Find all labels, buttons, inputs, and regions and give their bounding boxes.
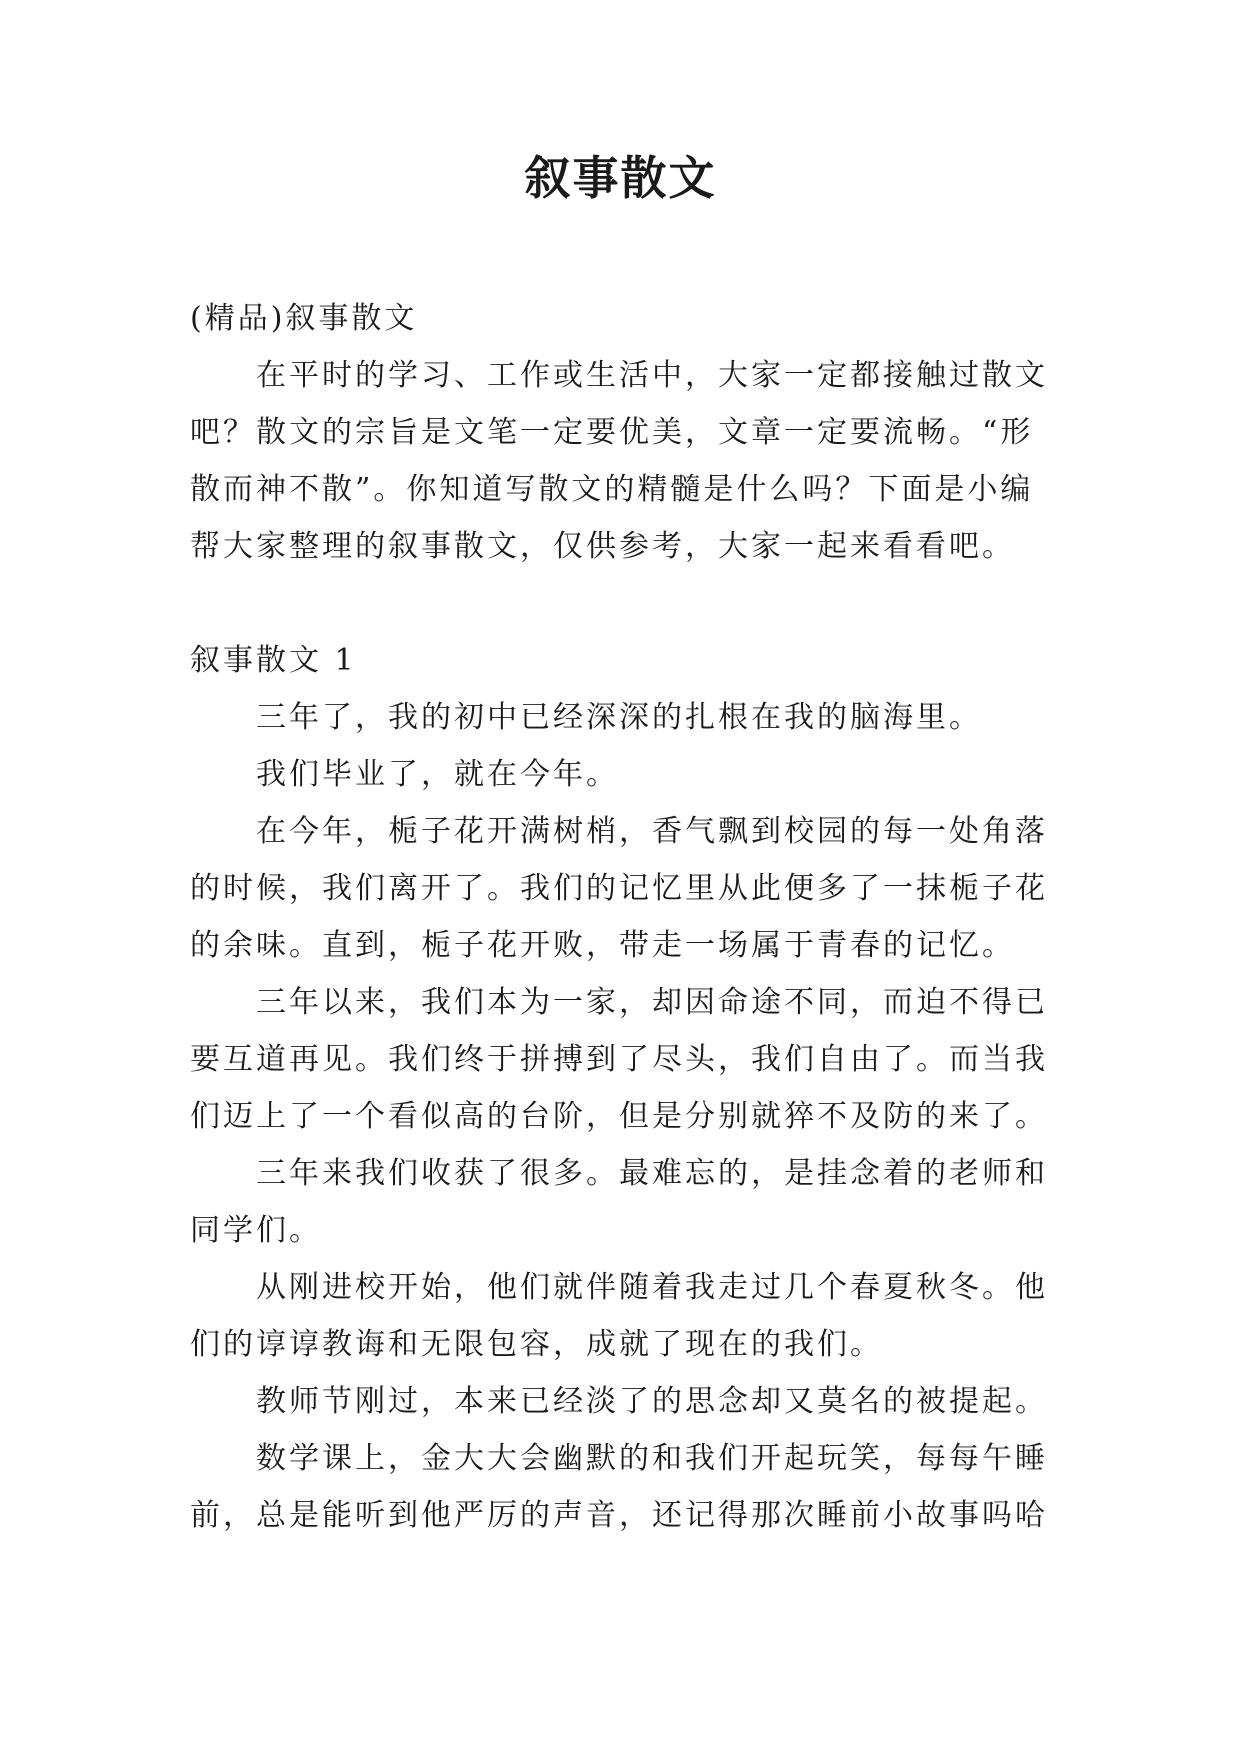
body-paragraph: 从刚进校开始，他们就伴随着我走过几个春夏秋冬。他们的谆谆教诲和无限包容，成就了现在的我们。 — [190, 1270, 1048, 1362]
body-paragraph: 教师节刚过，本来已经淡了的思念却又莫名的被提起。 — [256, 1384, 1048, 1419]
body-paragraph: 三年来我们收获了很多。最难忘的，是挂念着的老师和同学们。 — [190, 1156, 1048, 1248]
body-paragraph: 我们毕业了，就在今年。 — [256, 757, 619, 792]
body-paragraph: 三年以来，我们本为一家，却因命途不同，而迫不得已要互道再见。我们终于拼搏到了尽头，我们自由了。而当我们迈上了一个看似高的台阶，但是分别就猝不及防的来了。 — [190, 985, 1048, 1134]
intro-paragraph: 在平时的学习、工作或生活中，大家一定都接触过散文吧？散文的宗旨是文笔一定要优美，文章一定要流畅。“形散而神不散”。你知道写散文的精髓是什么吗？下面是小编帮大家整理的叙事散文，仅供参考，大家一起来看看吧。 — [190, 358, 1048, 564]
section-heading: 叙事散文 1 — [190, 643, 357, 678]
body-paragraph: 在今年，栀子花开满树梢，香气飘到校园的每一处角落的时候，我们离开了。我们的记忆里从此便多了一抹栀子花的余味。直到，栀子花开败，带走一场属于青春的记忆。 — [190, 814, 1048, 963]
body-paragraph: 数学课上，金大大会幽默的和我们开起玩笑，每每午睡前，总是能听到他严厉的声音，还记得那次睡前小故事吗哈 — [190, 1441, 1048, 1533]
document-body — [190, 290, 1060, 1544]
document-subtitle: (精品)叙事散文 — [190, 301, 418, 336]
document-title: 叙事散文 — [524, 151, 717, 205]
body-paragraph: 三年了，我的初中已经深深的扎根在我的脑海里。 — [256, 700, 982, 735]
paragraph-spacer — [190, 575, 1060, 632]
